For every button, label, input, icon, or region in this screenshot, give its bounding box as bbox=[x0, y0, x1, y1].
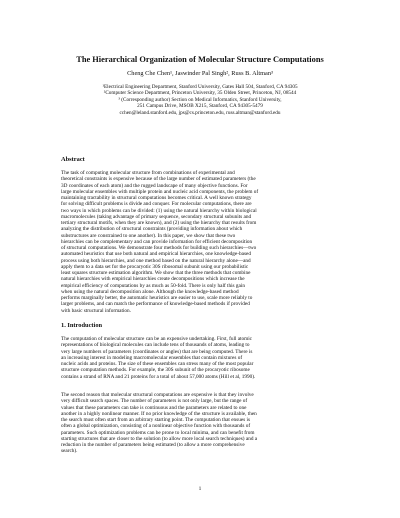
text-line: 3D coordinates of each atom) and the rugged landscape of many objective functions. For bbox=[61, 182, 248, 189]
text-line: larger problems, and can match the performance of knowledge-based methods if provided bbox=[61, 301, 250, 308]
text-line: search). bbox=[61, 448, 78, 455]
text-line: The computation of molecular structure can be an expensive undertaking. First, full atomic bbox=[61, 336, 252, 342]
introduction-paragraph-1 bbox=[61, 336, 337, 380]
text-line: two ways in which problems can be divided: (1) using the natural hierarchy within biological bbox=[61, 207, 257, 214]
text-line: analyzing the distribution of structural constraints (providing information about which bbox=[61, 226, 243, 233]
text-line: apply them to a data set for the procaryotic 30S ribosomal subunit using our probabilistic bbox=[61, 263, 249, 270]
introduction-heading: 1. Introduction bbox=[61, 322, 103, 329]
text-line: structure computation methods. For example, the 30S subunit of the procaryotic ribosome bbox=[61, 367, 250, 374]
text-line: parameters. Such optimization problems can be prone to local minima, and can benefit from bbox=[61, 429, 255, 436]
affiliation-line: ³ (Corresponding author) Section on Medical Informatics, Stanford University, bbox=[118, 96, 282, 103]
page-number: 1 bbox=[198, 486, 202, 492]
text-line: natural hierarchies with empirical hierarchies create decompositions which increase the bbox=[61, 276, 245, 283]
text-line: the search must often start from an arbitrary starting point. The computation that ensues is bbox=[61, 417, 250, 423]
text-line: another in a highly nonlinear manner. If no prior knowledge of the structure is available, then bbox=[61, 410, 257, 417]
text-line: very difficult search spaces. The number of parameters is not only large, but the range of bbox=[61, 398, 248, 405]
affiliation-line: ¹Electrical Engineering Department, Stanford University, Gates Hall 504, Stanford, CA 94305 bbox=[102, 84, 298, 90]
text-line: empirical efficiency of computations by as much as 50-fold. There is only half this gain bbox=[61, 282, 245, 289]
text-line: with basic structural information. bbox=[61, 307, 131, 314]
text-line: values that these parameters can take is continuous and the parameters are related to one bbox=[61, 404, 247, 411]
text-line: an increasing interest in modeling macromolecular ensembles that contain mixtures of bbox=[61, 354, 243, 361]
text-line: representations of biological molecules can include tens of thousands of atoms, leading to bbox=[61, 342, 250, 349]
paper-title: The Hierarchical Organization of Molecular Structure Computations bbox=[76, 55, 324, 64]
text-line: performs marginally better, the automatic heuristics are easier to use, scale more reliably to bbox=[61, 295, 253, 301]
affiliation-line: 251 Campus Drive, MSOB X215, Stanford, CA 94305-5479 bbox=[137, 103, 263, 110]
affiliations bbox=[0, 84, 400, 116]
affiliation-line: ²Computer Science Department, Princeton University, 35 Olden Street, Princeton, NJ, 08544 bbox=[103, 90, 297, 97]
abstract-heading: Abstract bbox=[61, 156, 85, 163]
text-line: contains a strand of RNA and 21 proteins for a total of about 57,000 atoms (Hill et al, 1990). bbox=[61, 373, 256, 380]
text-line: process using both hierarchies, and one method based on the natural hierarchy alone—and bbox=[61, 257, 251, 264]
text-line: very large numbers of parameters (coordinates or angles) that are being computed. There is bbox=[61, 348, 253, 355]
text-line: starting structures that are closer to the solution (to allow more local search techniques) and a bbox=[61, 435, 258, 442]
text-line: large molecular ensembles with multiple protein and nucleic acid components, the problem of bbox=[61, 188, 259, 195]
text-line: theoretical constraints is expensive because of the large number of estimated parameters (the bbox=[61, 176, 256, 183]
introduction-paragraph-2 bbox=[61, 392, 337, 455]
abstract-body bbox=[61, 170, 337, 314]
text-line: when using the natural decomposition alone. Although the knowledge-based method bbox=[61, 288, 239, 295]
text-line: nucleic acids and proteins. The size of these ensembles can stress many of the most popular bbox=[61, 361, 254, 367]
text-line: hierarchies can be complementary and can provide information for efficient decomposition bbox=[61, 238, 253, 245]
text-line: least squares structure estimation algorithm. We show that the three methods that combine bbox=[61, 270, 251, 276]
affiliation-emails: cchen@leland.stanford.edu, jps@cs.princeton.edu, russ.altman@stanford.edu bbox=[119, 109, 281, 116]
text-line: The task of computing molecular structure from combinations of experimental and bbox=[61, 170, 235, 176]
text-line: often a global optimization, consisting of a nonlinear objective function with thousands of bbox=[61, 423, 251, 430]
text-line: maintaining tractability in structural computations becomes critical. A well known strategy bbox=[61, 195, 252, 201]
text-line: reduction in the number of parameters being estimated (to allow a more comprehensive bbox=[61, 442, 245, 448]
text-line: substructures are constrained to one another). In this paper, we show that these two bbox=[61, 232, 236, 239]
text-line: macromolecules (taking advantage of primary sequence, secondary structural subunits and bbox=[61, 213, 252, 220]
text-line: automated heuristics that use both natural and empirical hierarchies, one knowledge-based bbox=[61, 251, 251, 258]
text-line: for solving difficult problems is divide and conquer. For molecular computations, there are bbox=[61, 201, 252, 208]
text-line: tertiary structural motifs, when they are known), and (2) using the hierarchy that results from bbox=[61, 220, 257, 226]
text-line: The second reason that molecular structural computations are expensive is that they involve bbox=[61, 392, 254, 398]
text-line: of structural computations. We demonstrate four methods for building such hierarchies—two bbox=[61, 245, 257, 251]
author-list: Cheng Che Chen¹, Jaswinder Pal Singh², Russ B. Altman³ bbox=[127, 70, 273, 77]
